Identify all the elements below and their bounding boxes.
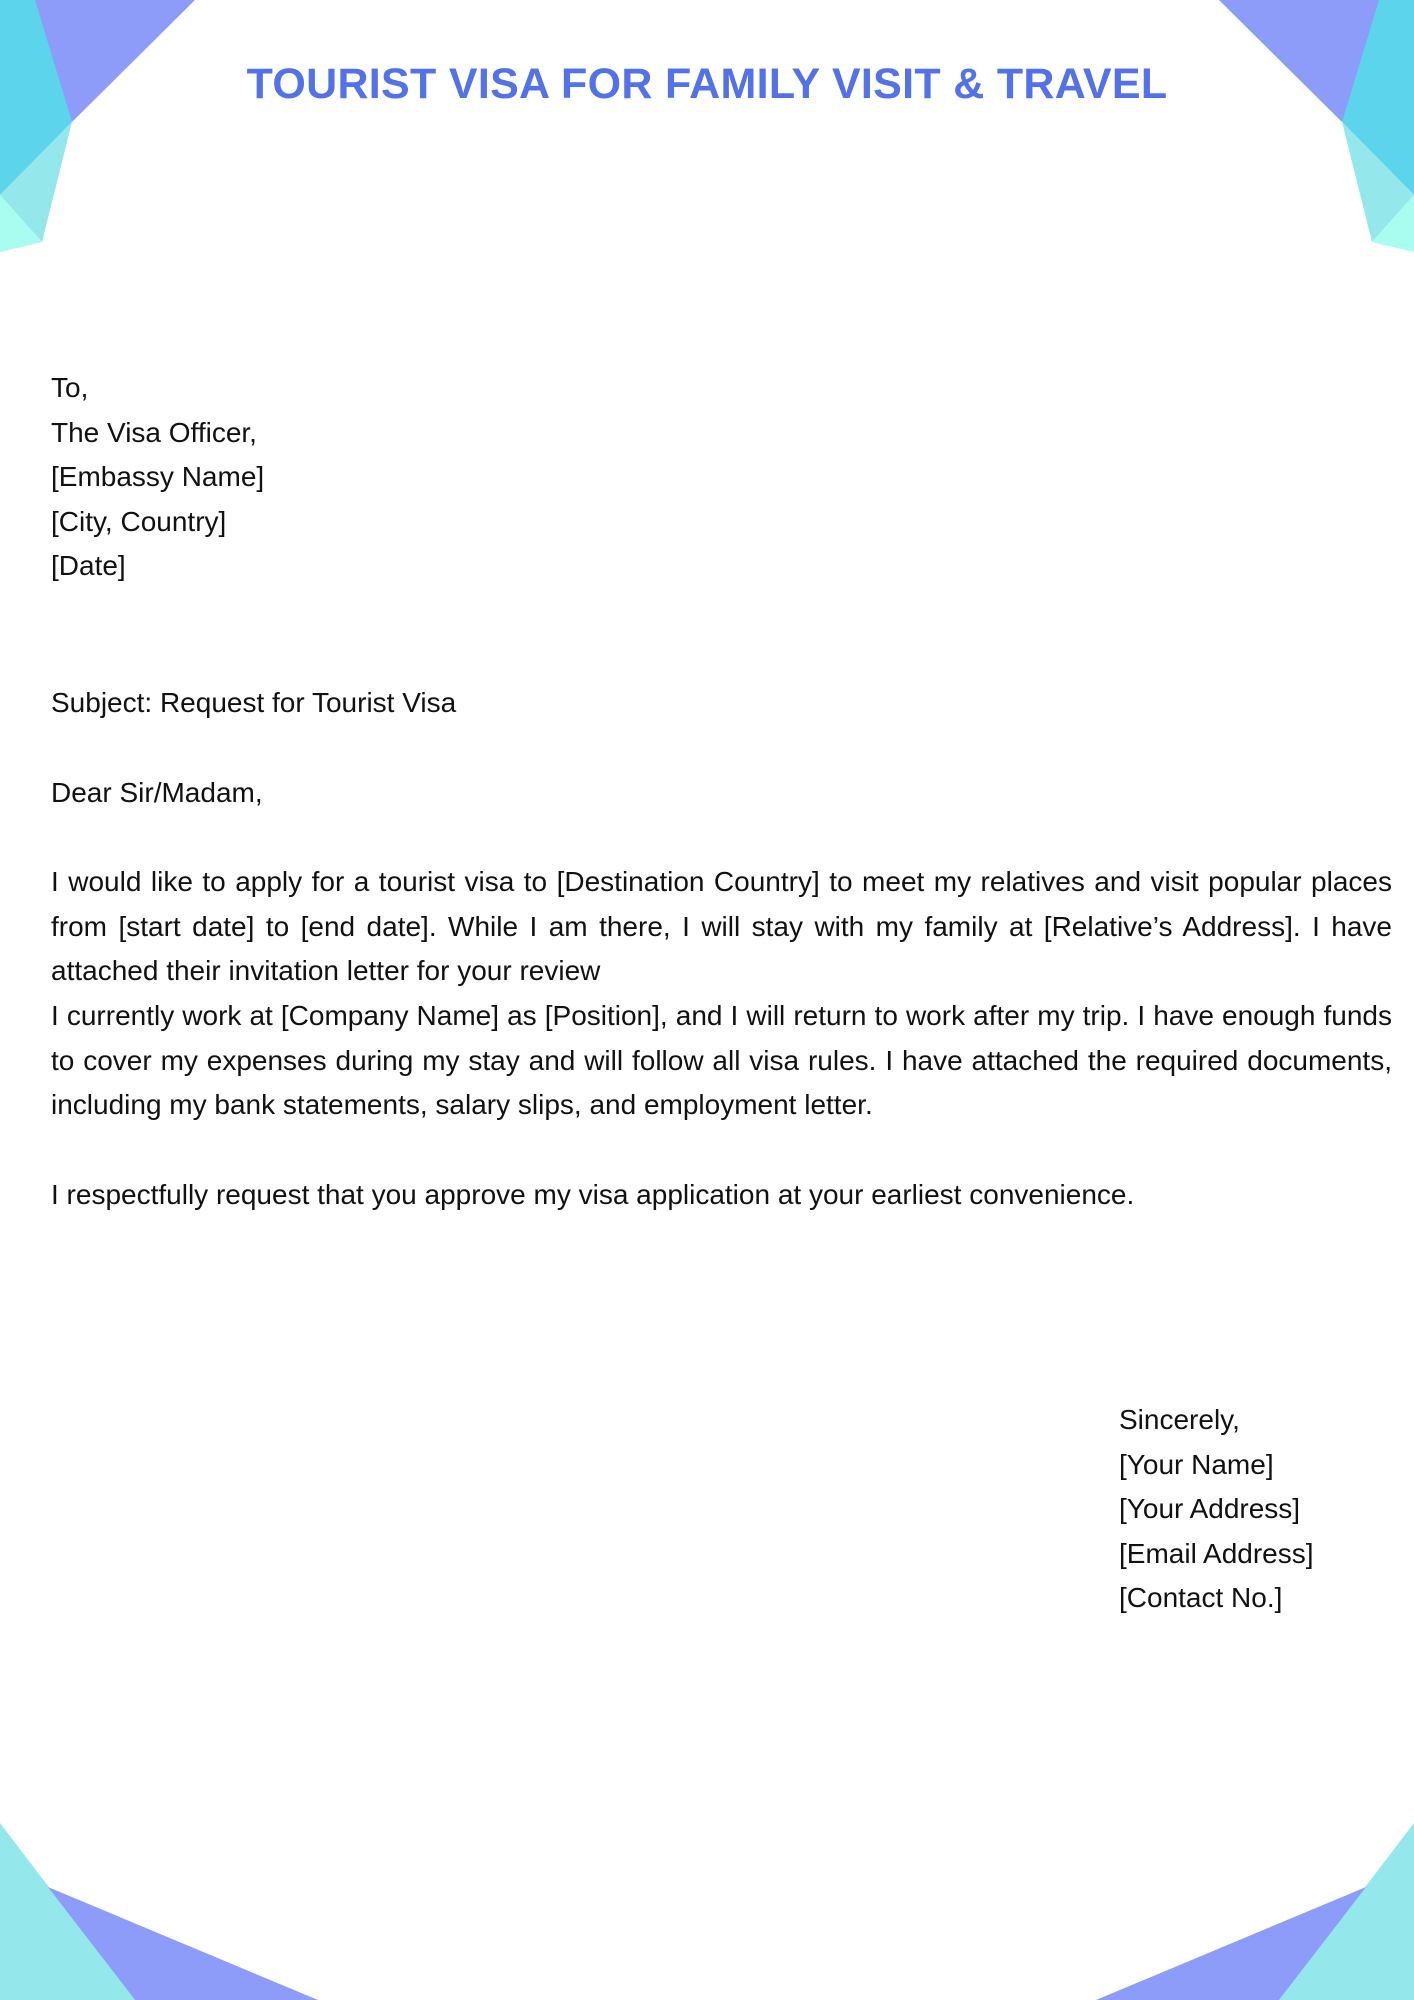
- top-right-aqua-shape: [1372, 195, 1414, 252]
- closing-block: [1119, 1398, 1314, 1621]
- closing-name: [Your Name]: [1119, 1448, 1274, 1480]
- recipient-block: [51, 366, 264, 589]
- document-title: TOURIST VISA FOR FAMILY VISIT & TRAVEL: [246, 60, 1168, 108]
- recipient-embassy: [Embassy Name]: [51, 461, 265, 492]
- bottom-right-periwinkle-shape: [1096, 1887, 1366, 2000]
- recipient-officer: The Visa Officer,: [51, 416, 257, 448]
- bottom-left-periwinkle-shape: [48, 1887, 318, 2000]
- body-paragraph-1: I would like to apply for a tourist visa to [Destination Country] to meet my relatives and visit popular places from [start date] to [end date]. While I am there, I will stay with my family at [Relative’s Address]. I have attached their invitation letter for your review: [51, 866, 1392, 986]
- recipient-date: [Date]: [51, 550, 126, 581]
- closing-contact: [Contact No.]: [1119, 1582, 1283, 1613]
- top-left-light-cyan-shape: [0, 122, 72, 242]
- closing-address: [Your Address]: [1119, 1493, 1301, 1524]
- closing-email: [Email Address]: [1119, 1537, 1314, 1569]
- bottom-right-light-cyan-shape: [1279, 1823, 1414, 2000]
- closing-sign-off: Sincerely,: [1119, 1404, 1240, 1435]
- body-paragraph-3: I respectfully request that you approve my visa application at your earliest convenience.: [51, 1179, 1135, 1210]
- top-right-light-cyan-shape: [1342, 122, 1414, 242]
- top-left-aqua-shape: [0, 195, 42, 252]
- recipient-location: [City, Country]: [51, 505, 227, 537]
- salutation: Dear Sir/Madam,: [51, 777, 263, 808]
- body-paragraph-2: I currently work at [Company Name] as [Position], and I will return to work after my trip. I have enough funds to cover my expenses during my stay and will follow all visa rules. I have attached the required documents, including my bank statements, salary slips, and employment letter.: [51, 1000, 1392, 1120]
- recipient-to: To,: [51, 372, 89, 403]
- subject-line: Subject: Request for Tourist Visa: [51, 687, 457, 718]
- bottom-left-light-cyan-shape: [0, 1823, 135, 2000]
